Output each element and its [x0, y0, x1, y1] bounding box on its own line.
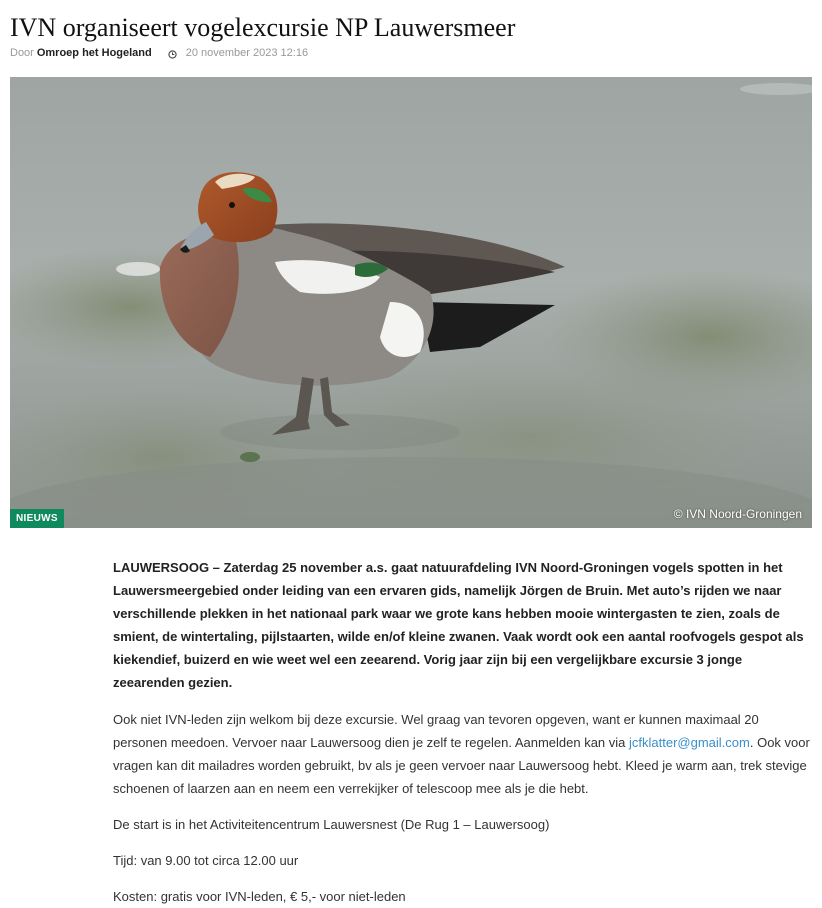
category-badge[interactable]: NIEUWS [10, 509, 64, 528]
email-link[interactable]: jcfklatter@gmail.com [629, 735, 750, 750]
article-paragraph-4: Tijd: van 9.00 tot circa 12.00 uur [113, 853, 299, 868]
hero-image [10, 77, 812, 528]
publish-date: 20 november 2023 12:16 [185, 47, 309, 59]
author-link[interactable]: Omroep het Hogeland [36, 47, 152, 59]
article-paragraph-3: De start is in het Activiteitencentrum Lauwersnest (De Rug 1 – Lauwersoog) [113, 817, 550, 832]
article-paragraph-5: Kosten: gratis voor IVN-leden, € 5,- voor niet-leden [113, 889, 406, 904]
clock-icon [168, 49, 177, 58]
byline-prefix: Door [10, 47, 34, 59]
article-lead: LAUWERSOOG – Zaterdag 25 november a.s. gaat natuurafdeling IVN Noord-Groningen vogels spotten in het Lauwersmeergebied onder leiding van een ervaren gids, namelijk Jörgen de Bruin. Met auto’s rijden we naar verschillende plekken in het nationaal park waar we grote kans hebben mooie wintergasten te zien, zoals de smient, de wintertaling, pijlstaarten, wilde en/of kleine zwanen. Vaak wordt ook een aantal roofvogels gespot als kiekendief, buizerd en wie weet wel een zeearend. Vorig jaar zijn bij een vergelijkbare excursie 3 jonge zeearenden gezien. [113, 560, 804, 690]
image-credit: © IVN Noord-Groningen [673, 507, 802, 521]
duck-photo [10, 77, 812, 528]
article-body [113, 556, 813, 908]
p2-text-after: . Ook voor vragen kan dit mailadres worden gebruikt, bv als je geen vervoer naar Lauwersoog hebt. Kleed je warm aan, trek stevige schoenen of laarzen aan en neem een verrekijker of telescoop mee als je die hebt. [113, 735, 810, 796]
article-paragraph-2 [113, 708, 813, 800]
article-meta [10, 46, 308, 60]
p2-text-before: Ook niet IVN-leden zijn welkom bij deze excursie. Wel graag van tevoren opgeven, want er kunnen maximaal 20 personen meedoen. Vervoer naar Lauwersoog dien je zelf te regelen. Aanmelden kan via [113, 712, 759, 750]
article-title: IVN organiseert vogelexcursie NP Lauwersmeer [10, 13, 516, 42]
